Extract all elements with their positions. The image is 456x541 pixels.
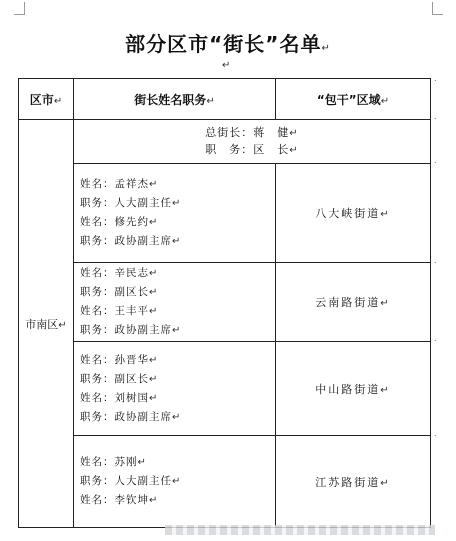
- street-cell: 云南路街道↵: [276, 263, 431, 342]
- person-line: 姓名：苏刚↵: [80, 456, 147, 468]
- paragraph-mark-icon: ↵: [149, 354, 159, 366]
- paragraph-mark-icon: ↵: [380, 95, 390, 107]
- end-of-row-mark: ˙: [433, 340, 438, 350]
- people-cell: [74, 436, 276, 528]
- person-line: 职务：政协副主席↵: [80, 410, 182, 423]
- table-row: [19, 342, 431, 436]
- end-of-row-mark: ˙: [433, 262, 438, 272]
- paragraph-mark-icon: ↵: [149, 217, 159, 228]
- paragraph-mark-icon: ↵: [380, 477, 391, 489]
- person-line: 姓名：李钦坤↵: [80, 494, 159, 506]
- person-line: 姓名：修先约↵: [80, 216, 159, 228]
- paragraph-mark-icon: ↵: [149, 179, 159, 190]
- person-line: 职务：人大副主任↵: [80, 197, 182, 209]
- end-of-row-mark: ˙: [433, 80, 438, 90]
- paragraph-mark-icon: ↵: [172, 325, 182, 336]
- document-title: [0, 28, 456, 57]
- leaders-table: [18, 78, 431, 528]
- paragraph-mark-icon: ↵: [380, 298, 391, 309]
- paragraph-mark-icon: ↵: [137, 457, 147, 468]
- people-cell: [74, 164, 276, 263]
- chief-title-line: 职 务：区 长↵: [205, 142, 299, 156]
- street-cell: 江苏路街道↵: [276, 436, 431, 528]
- table-header-row: [19, 79, 431, 120]
- watermark-strip: [165, 525, 435, 535]
- paragraph-mark-icon: ↵: [289, 127, 299, 139]
- end-of-row-mark: ˙: [433, 118, 438, 128]
- table-row: [19, 263, 431, 342]
- table-row: [19, 120, 431, 164]
- paragraph-mark-icon: ↵: [149, 495, 159, 506]
- paragraph-mark-icon: ↵: [321, 43, 331, 54]
- chief-name-line: 总街长：蒋 健↵: [205, 125, 299, 139]
- paragraph-mark-icon: ↵: [172, 198, 182, 209]
- street-cell: 八大峡街道↵: [276, 164, 431, 263]
- chief-leader-cell: [74, 120, 431, 164]
- person-line: 姓名：孙晋华↵: [80, 353, 159, 366]
- table-row: [19, 436, 431, 528]
- person-line: 姓名：王丰平↵: [80, 305, 159, 317]
- table-row: [19, 164, 431, 263]
- district-cell: 市南区↵: [19, 120, 74, 528]
- person-line: 职务：人大副主任↵: [80, 475, 182, 487]
- paragraph-mark-icon: ↵: [172, 236, 182, 247]
- end-of-row-mark: ˙: [433, 435, 438, 445]
- paragraph-mark-icon: ↵: [149, 268, 159, 279]
- margin-corner-mark: [14, 2, 25, 15]
- header-cell: 区市↵: [19, 79, 74, 120]
- person-line: 姓名：孟祥杰↵: [80, 178, 159, 190]
- paragraph-mark-icon: ↵: [172, 411, 182, 423]
- paragraph-mark-icon: ↵: [149, 373, 159, 385]
- paragraph-mark-icon: ↵: [380, 209, 391, 220]
- person-line: 姓名：刘树国↵: [80, 391, 159, 404]
- paragraph-mark-icon: ↵: [206, 95, 215, 107]
- person-line: 职务：副区长↵: [80, 372, 159, 385]
- people-cell: [74, 342, 276, 436]
- person-line: 职务：政协副主席↵: [80, 324, 182, 336]
- header-cell: “包干”区域↵: [276, 79, 431, 120]
- paragraph-mark-icon: ↵: [149, 306, 159, 317]
- paragraph-mark-icon: ↵: [53, 95, 63, 107]
- paragraph-mark-icon: ↵: [58, 319, 67, 331]
- margin-corner-mark: [432, 2, 443, 15]
- title-text: 部分区市“街长”名单: [125, 32, 322, 56]
- paragraph-mark-icon: ↵: [289, 144, 299, 156]
- paragraph-mark-icon: ↵: [149, 392, 159, 404]
- street-cell: 中山路街道↵: [276, 342, 431, 436]
- paragraph-mark-icon: ↵: [172, 476, 182, 487]
- end-of-row-mark: ˙: [433, 162, 438, 172]
- person-line: 姓名：辛民志↵: [80, 267, 159, 279]
- paragraph-mark-icon: ↵: [222, 60, 231, 71]
- person-line: 职务：副区长↵: [80, 286, 159, 298]
- header-cell: 街长姓名职务↵: [74, 79, 276, 120]
- people-cell: [74, 263, 276, 342]
- paragraph-mark-icon: ↵: [149, 287, 159, 298]
- paragraph-mark-icon: ↵: [380, 384, 391, 396]
- person-line: 职务：政协副主席↵: [80, 235, 182, 247]
